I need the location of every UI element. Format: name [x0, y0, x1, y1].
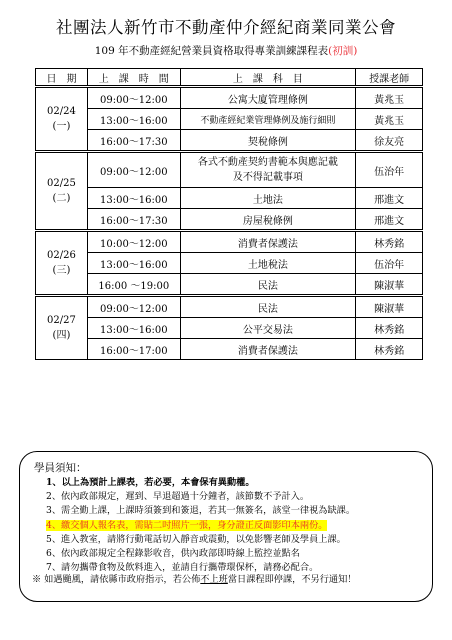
day-group-0226 [36, 231, 423, 296]
table-row [36, 318, 423, 339]
subject-cell: 不動產經紀業管理條例及施行細則 [180, 109, 355, 130]
notice-item [46, 519, 422, 533]
notice-item: 3、需全勤上課，上課時須簽到和簽退，若其一無簽名，該堂一律視為缺課。 [46, 505, 356, 517]
notice-list [46, 476, 422, 575]
notice-item: 5、進入教室，請將行動電話切入靜音或震動，以免影響老師及學員上課。 [46, 533, 346, 545]
table-row [36, 87, 423, 109]
time-cell: 16:00～17:30 [87, 130, 180, 152]
teacher-cell: 林秀銘 [356, 318, 423, 339]
time-cell: 10:00～12:00 [87, 231, 180, 253]
notice-item: 2、依內政部規定，遲到、早退超過十分鐘者，該節數不予計入。 [46, 491, 310, 503]
date-cell [36, 152, 88, 231]
subtitle-note: (初訓) [328, 45, 358, 57]
weekday-label: (三) [52, 265, 71, 276]
subject-cell: 消費者保護法 [180, 231, 355, 253]
date-cell [36, 296, 88, 360]
weekday-label: (一) [52, 121, 71, 132]
teacher-cell: 林秀銘 [356, 231, 423, 253]
notice-footer-post: 當日課程即停課，不另行通知！ [227, 574, 357, 585]
notice-item: 1、以上為預計上課表，若必要，本會保有異動權。 [46, 477, 255, 488]
table-row [36, 296, 423, 318]
subject-cell: 公平交易法 [180, 318, 355, 339]
date-cell [36, 87, 88, 152]
time-cell: 16:00 ～19:00 [87, 274, 180, 296]
time-cell: 13:00～16:00 [87, 318, 180, 339]
day-group-0224 [36, 87, 423, 152]
subject-cell: 土地稅法 [180, 253, 355, 274]
date-label: 02/24 [47, 106, 76, 117]
table-row [36, 253, 423, 274]
notice-footer-underlined: 不上班 [200, 574, 228, 585]
subtitle-main: 109 年不動產經紀營業員資格取得專業訓練課程表 [94, 45, 329, 57]
teacher-cell: 陳淑華 [356, 274, 423, 296]
notice-footer [32, 571, 356, 585]
schedule-table [35, 68, 423, 360]
subject-cell: 土地法 [180, 188, 355, 209]
notice-footer-pre: ※ 如遇颱風，請依縣市政府指示，若公佈 [32, 574, 201, 585]
column-header-date: 日 期 [36, 69, 88, 87]
table-row [36, 274, 423, 296]
day-group-0225 [36, 152, 423, 231]
time-cell: 16:00～17:00 [87, 339, 180, 360]
page-subtitle [0, 43, 452, 58]
subject-cell: 各式不動產契約書範本與應記載及不得記載事項 [180, 152, 355, 188]
column-header-teacher: 授課老師 [356, 69, 423, 87]
time-cell: 09:00～12:00 [87, 87, 180, 109]
time-cell: 13:00～16:00 [87, 188, 180, 209]
table-row [36, 130, 423, 152]
time-cell: 13:00～16:00 [87, 253, 180, 274]
notice-item: 6、依內政部規定全程錄影收音，供內政部即時線上監控並點名 [46, 547, 300, 559]
time-cell: 13:00～16:00 [87, 109, 180, 130]
teacher-cell: 黃兆玉 [356, 109, 423, 130]
teacher-cell: 邢進文 [356, 209, 423, 231]
subject-cell: 消費者保護法 [180, 339, 355, 360]
date-label: 02/27 [47, 315, 76, 326]
table-row [36, 152, 423, 188]
table-row [36, 339, 423, 360]
teacher-cell: 陳淑華 [356, 296, 423, 318]
column-header-time: 上 課 時 間 [87, 69, 180, 87]
teacher-cell: 林秀銘 [356, 339, 423, 360]
weekday-label: (二) [52, 193, 71, 204]
date-cell [36, 231, 88, 296]
date-label: 02/25 [47, 178, 76, 189]
page-title: 社團法人新竹市不動產仲介經紀商業同業公會 [56, 18, 396, 37]
day-group-0227 [36, 296, 423, 360]
subject-cell: 契稅條例 [180, 130, 355, 152]
notice-item: 7、請勿攜帶食物及飲料進入，並請自行攜帶環保杯，請務必配合。 [46, 562, 319, 574]
column-header-subject: 上 課 科 目 [180, 69, 355, 87]
teacher-cell: 伍治年 [356, 152, 423, 188]
date-label: 02/26 [47, 250, 76, 261]
teacher-cell: 伍治年 [356, 253, 423, 274]
notice-box [19, 451, 433, 602]
subject-cell: 民法 [180, 274, 355, 296]
table-row [36, 109, 423, 130]
subject-cell: 民法 [180, 296, 355, 318]
weekday-label: (四) [52, 330, 71, 341]
table-row [36, 188, 423, 209]
time-cell: 16:00～17:30 [87, 209, 180, 231]
table-row [36, 209, 423, 231]
teacher-cell: 黃兆玉 [356, 87, 423, 109]
subject-cell: 公寓大廈管理條例 [180, 87, 355, 109]
teacher-cell: 徐友亮 [356, 130, 423, 152]
time-cell: 09:00～12:00 [87, 152, 180, 188]
time-cell: 09:00～12:00 [87, 296, 180, 318]
notice-heading: 學員須知： [34, 462, 87, 474]
teacher-cell: 邢進文 [356, 188, 423, 209]
table-header-row [36, 69, 423, 87]
notice-item-highlight: 4、繳交個人報名表，需貼二吋照片一張，身分證正反面影印本兩份。 [46, 519, 328, 531]
table-row [36, 231, 423, 253]
subject-cell: 房屋稅條例 [180, 209, 355, 231]
